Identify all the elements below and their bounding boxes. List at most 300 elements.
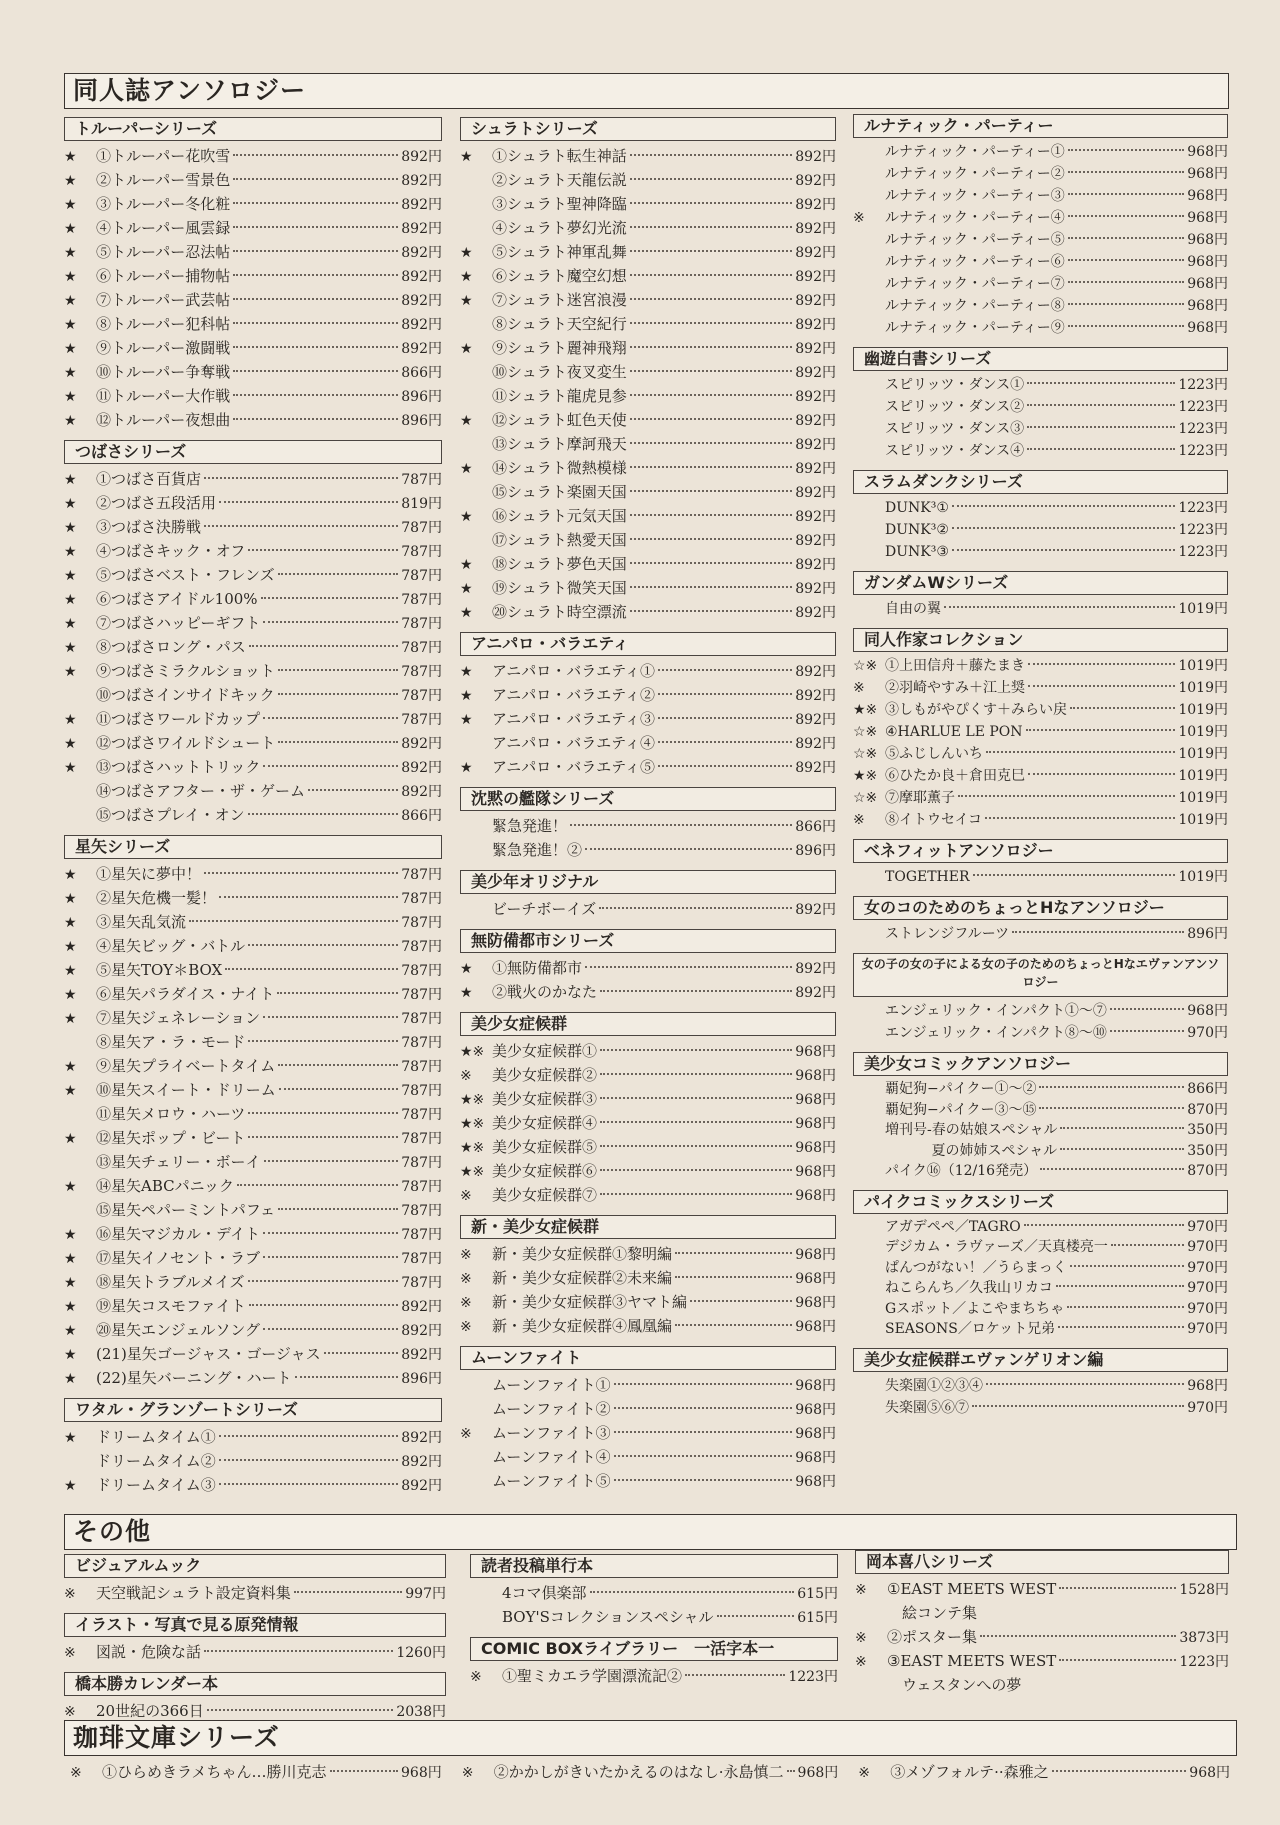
- catalog-item: [853, 809, 1228, 831]
- dot-leader: [1027, 404, 1175, 406]
- dot-leader: [1067, 1306, 1184, 1308]
- item-price: 787円: [401, 1107, 442, 1123]
- series-section: [853, 114, 1228, 339]
- dot-leader: [952, 549, 1175, 551]
- catalog-item: [460, 897, 836, 921]
- item-marker: ※: [460, 1319, 472, 1335]
- catalog-item: [470, 1581, 838, 1605]
- item-title: ⑱シュラト夢色天国: [492, 555, 627, 573]
- item-price: 1223円: [1178, 544, 1228, 560]
- item-price: 1019円: [1178, 812, 1228, 828]
- item-price: 968円: [795, 1140, 836, 1156]
- item-marker: ★: [64, 568, 77, 584]
- series-header: イラスト・写真で見る原発情報: [64, 1613, 446, 1637]
- catalog-item: [64, 1270, 442, 1294]
- item-price: 968円: [797, 1765, 839, 1781]
- item-marker: ★: [64, 520, 77, 536]
- item-price: 892円: [795, 413, 836, 429]
- series-section: [853, 628, 1228, 831]
- item-price: 892円: [401, 1478, 442, 1494]
- item-title: DUNK³②: [885, 522, 949, 538]
- item-title: ⑩トルーパー争奪戦: [96, 363, 231, 381]
- item-title: (22)星矢バーニング・ハート: [96, 1369, 292, 1387]
- catalog-item: [460, 264, 836, 288]
- item-title: エンジェリック・インパクト⑧〜⑩: [885, 1025, 1107, 1041]
- dot-leader: [1068, 325, 1185, 327]
- series-header: ワタル・グランゾートシリーズ: [64, 1398, 442, 1422]
- item-price: 892円: [795, 269, 836, 285]
- item-marker: ★: [64, 197, 77, 213]
- item-title: ルナティック・パーティー⑧: [885, 298, 1065, 314]
- dot-leader: [1058, 1326, 1184, 1328]
- item-price: 1260円: [396, 1645, 446, 1661]
- catalog-item: [64, 1222, 442, 1246]
- dot-leader: [1060, 1148, 1184, 1150]
- catalog-item: [64, 683, 442, 707]
- catalog-item: [70, 1760, 442, 1784]
- item-marker: ★: [64, 293, 77, 309]
- catalog-item: [460, 1290, 836, 1314]
- dot-leader: [1068, 193, 1185, 195]
- series-header: 星矢シリーズ: [64, 835, 442, 859]
- item-title: ④HARLUE LE PON: [885, 724, 1023, 740]
- catalog-item: [64, 982, 442, 1006]
- catalog-item: [853, 374, 1228, 396]
- catalog-item: [855, 1649, 1229, 1673]
- catalog-item: [64, 144, 442, 168]
- item-price: 968円: [1187, 188, 1228, 204]
- item-title: ①ひらめきラメちゃん…勝川克志: [102, 1763, 327, 1781]
- dot-leader: [1068, 303, 1185, 305]
- item-title: ②星矢危機一髪！: [96, 889, 217, 907]
- dot-leader: [204, 1650, 393, 1652]
- catalog-item: [460, 1266, 836, 1290]
- dot-leader: [263, 1328, 398, 1330]
- dot-leader: [1068, 171, 1185, 173]
- item-price: 892円: [401, 736, 442, 752]
- series-header: つばさシリーズ: [64, 440, 442, 464]
- item-title: ルナティック・パーティー⑦: [885, 276, 1065, 292]
- item-title: ⑨星矢プライベートタイム: [96, 1057, 276, 1075]
- catalog-item: [853, 743, 1228, 765]
- item-price: 615円: [797, 1610, 838, 1626]
- dot-leader: [1068, 215, 1185, 217]
- item-marker: ★※: [460, 1140, 485, 1156]
- item-price: 787円: [401, 1035, 442, 1051]
- item-marker: ※: [855, 1654, 867, 1670]
- item-title: ②羽崎やすみ＋江上奨: [885, 680, 1025, 696]
- item-marker: ★: [460, 712, 473, 728]
- item-title: ①聖ミカエラ学園漂流記②: [502, 1667, 683, 1685]
- item-title: ⑪シュラト龍虎見参: [492, 387, 627, 405]
- item-title: ドリームタイム③: [96, 1476, 216, 1494]
- item-price: 968円: [795, 1044, 836, 1060]
- other-column-3: [855, 1550, 1229, 1705]
- item-marker: ★: [64, 867, 77, 883]
- item-price: 787円: [401, 592, 442, 608]
- dot-leader: [630, 178, 793, 180]
- item-price: 892円: [401, 1347, 442, 1363]
- series-section: [64, 1398, 442, 1497]
- item-marker: ★: [460, 245, 473, 261]
- item-price: 968円: [1187, 1003, 1228, 1019]
- catalog-item: [460, 192, 836, 216]
- item-marker: ★: [64, 1430, 77, 1446]
- item-marker: ★: [460, 557, 473, 573]
- dot-leader: [277, 992, 398, 994]
- dot-leader: [219, 501, 398, 503]
- item-price: 1223円: [1178, 522, 1228, 538]
- dot-leader: [1060, 1127, 1184, 1129]
- catalog-item: [853, 317, 1228, 339]
- series-header: 岡本喜八シリーズ: [855, 1550, 1229, 1574]
- item-price: 787円: [401, 712, 442, 728]
- item-marker: ★: [64, 1131, 77, 1147]
- item-marker: ★: [460, 985, 473, 1001]
- item-title: ⑥ひたか良＋倉田克巳: [885, 768, 1025, 784]
- item-title: ⑨トルーパー激闘戦: [96, 339, 231, 357]
- catalog-item: [64, 1294, 442, 1318]
- dot-leader: [1111, 1244, 1184, 1246]
- series-section: [855, 1550, 1229, 1697]
- item-price: 892円: [795, 293, 836, 309]
- dot-leader: [233, 178, 398, 180]
- catalog-item: [460, 600, 836, 624]
- dot-leader: [1068, 149, 1185, 151]
- item-title: ④星矢ビッグ・バトル: [96, 937, 246, 955]
- item-title: ⑲シュラト微笑天国: [492, 579, 627, 597]
- item-marker: ★: [64, 616, 77, 632]
- series-header: 美少女症候群エヴァンゲリオン編: [853, 1348, 1228, 1372]
- series-header: パイクコミックスシリーズ: [853, 1190, 1228, 1214]
- item-marker: ★: [64, 1179, 77, 1195]
- item-price: 1223円: [1178, 500, 1228, 516]
- dot-leader: [248, 1112, 398, 1114]
- item-title: ①シュラト転生神話: [492, 147, 627, 165]
- dot-leader: [630, 586, 793, 588]
- dot-leader: [219, 896, 398, 898]
- dot-leader: [1027, 382, 1175, 384]
- item-title: ⑮シュラト楽園天国: [492, 483, 627, 501]
- catalog-item: [64, 1318, 442, 1342]
- item-title: 覇妃狗−パイクー①〜②: [885, 1081, 1037, 1097]
- item-price: 968円: [795, 1450, 836, 1466]
- series-section: [460, 870, 836, 921]
- series-header: 新・美少女症候群: [460, 1215, 836, 1239]
- item-price: 787円: [401, 640, 442, 656]
- item-title: ⑨つばさミラクルショット: [96, 662, 275, 680]
- catalog-item: [64, 408, 442, 432]
- dot-leader: [295, 1376, 399, 1378]
- catalog-item: [853, 1319, 1228, 1340]
- dot-leader: [658, 693, 792, 695]
- item-title: 美少女症候群①: [492, 1042, 598, 1060]
- item-title: ⑩星矢スイート・ドリーム: [96, 1081, 276, 1099]
- item-marker: ★: [64, 341, 77, 357]
- catalog-item: [460, 504, 836, 528]
- item-price: 787円: [401, 1155, 442, 1171]
- catalog-item: [460, 384, 836, 408]
- item-price: 787円: [401, 1179, 442, 1195]
- item-title: ルナティック・パーティー②: [885, 166, 1065, 182]
- item-title: ⑧シュラト天空紀行: [492, 315, 627, 333]
- item-marker: ★: [64, 472, 77, 488]
- section-header-doujin: 同人誌アンソロジー: [64, 73, 1229, 109]
- item-title: BOY'Sコレクションスペシャル: [502, 1608, 714, 1626]
- dot-leader: [630, 274, 793, 276]
- item-price: 350円: [1187, 1142, 1228, 1159]
- catalog-item: [853, 866, 1228, 888]
- series-header: ビジュアルムック: [64, 1554, 446, 1578]
- dot-leader: [1059, 1587, 1176, 1589]
- item-price: 968円: [1187, 254, 1228, 270]
- item-price: 787円: [401, 616, 442, 632]
- item-price: 968円: [1187, 298, 1228, 314]
- dot-leader: [600, 1121, 792, 1123]
- catalog-item: [64, 910, 442, 934]
- item-price: 892円: [795, 173, 836, 189]
- item-price: 892円: [795, 221, 836, 237]
- item-price: 787円: [401, 867, 442, 883]
- series-header: ガンダムWシリーズ: [853, 571, 1228, 595]
- item-marker: ※: [460, 1271, 472, 1287]
- catalog-item: [460, 1445, 836, 1469]
- item-price: 1223円: [1178, 399, 1228, 415]
- item-marker: ★: [460, 664, 473, 680]
- catalog-item: [460, 1469, 836, 1493]
- dot-leader: [263, 1232, 398, 1234]
- series-section: [460, 787, 836, 862]
- catalog-item: [853, 1141, 1228, 1162]
- item-marker: ★: [64, 760, 77, 776]
- item-title: ⑩つばさインサイドキック: [96, 686, 275, 704]
- item-marker: ※: [460, 1247, 472, 1263]
- item-title: ①トルーパー花吹雪: [96, 147, 231, 165]
- dot-leader: [1012, 931, 1184, 933]
- item-title: Gスポット／よこやまちちゃ: [885, 1300, 1065, 1317]
- dot-leader: [1026, 729, 1176, 731]
- item-marker: ★: [460, 149, 473, 165]
- catalog-item: [64, 1102, 442, 1126]
- item-title: 美少女症候群⑥: [492, 1162, 598, 1180]
- dot-leader: [233, 202, 398, 204]
- catalog-item: [460, 659, 836, 683]
- dot-leader: [248, 944, 398, 946]
- item-title: ルナティック・パーティー⑨: [885, 320, 1065, 336]
- dot-leader: [614, 1431, 793, 1433]
- item-marker: ★: [64, 1083, 77, 1099]
- catalog-item: [460, 360, 836, 384]
- item-marker: ★: [460, 269, 473, 285]
- item-marker: ★: [64, 736, 77, 752]
- series-section: [64, 117, 442, 432]
- catalog-item: [470, 1664, 838, 1688]
- catalog-item: [460, 707, 836, 731]
- coffee-series-row: [70, 1760, 1230, 1784]
- item-title: ④つばさキック・オフ: [96, 542, 246, 560]
- item-price: 1019円: [1178, 601, 1228, 617]
- item-title: 夏の姉姉スペシャル: [885, 1142, 1058, 1159]
- item-marker: ★: [460, 509, 473, 525]
- item-price: 787円: [401, 472, 442, 488]
- item-title: 絵コンテ集: [887, 1604, 978, 1622]
- item-marker: ※: [70, 1765, 82, 1781]
- item-price: 892円: [795, 389, 836, 405]
- dot-leader: [630, 154, 793, 156]
- dot-leader: [248, 813, 399, 815]
- catalog-item: [853, 1022, 1228, 1044]
- item-title: ルナティック・パーティー⑤: [885, 232, 1065, 248]
- catalog-item: [64, 1366, 442, 1390]
- catalog-item: [64, 958, 442, 982]
- catalog-item: [460, 838, 836, 862]
- dot-leader: [675, 1324, 792, 1326]
- item-marker: ★: [64, 1059, 77, 1075]
- dot-leader: [233, 418, 398, 420]
- catalog-item: [460, 755, 836, 779]
- item-price: 787円: [401, 520, 442, 536]
- dot-leader: [600, 1073, 792, 1075]
- item-price: 968円: [1187, 320, 1228, 336]
- dot-leader: [278, 1208, 398, 1210]
- item-marker: ※: [855, 1582, 867, 1598]
- dot-leader: [263, 621, 398, 623]
- item-price: 1223円: [788, 1669, 838, 1685]
- item-title: ③メゾフォルテ··森雅之: [890, 1763, 1049, 1781]
- item-price: 968円: [1187, 144, 1228, 160]
- series-header: 沈黙の艦隊シリーズ: [460, 787, 836, 811]
- dot-leader: [658, 717, 792, 719]
- dot-leader: [600, 1193, 792, 1195]
- item-price: 819円: [401, 496, 442, 512]
- item-price: 3873円: [1179, 1630, 1229, 1646]
- item-marker: ★※: [853, 702, 878, 718]
- catalog-item: [853, 765, 1228, 787]
- series-header: シュラトシリーズ: [460, 117, 836, 141]
- item-title: ①無防備都市: [492, 959, 583, 977]
- dot-leader: [590, 1591, 795, 1593]
- item-price: 968円: [795, 1295, 836, 1311]
- catalog-item: [64, 934, 442, 958]
- catalog-item: [460, 456, 836, 480]
- item-title: ③しもがやぴくす＋みらい戻: [885, 702, 1067, 718]
- series-section: [853, 953, 1228, 1044]
- item-title: ②かかしがきいたかえるのはなし·永島慎二: [493, 1763, 784, 1781]
- catalog-item: [853, 1375, 1228, 1397]
- series-section: [460, 929, 836, 1004]
- item-marker: ★: [64, 712, 77, 728]
- item-price: 866円: [795, 819, 836, 835]
- item-title: 美少女症候群③: [492, 1090, 598, 1108]
- item-title: 緊急発進！②: [492, 841, 583, 859]
- item-price: 787円: [401, 1275, 442, 1291]
- catalog-item: [853, 1100, 1228, 1121]
- catalog-item: [64, 467, 442, 491]
- dot-leader: [630, 442, 793, 444]
- item-title: ムーンファイト④: [492, 1448, 611, 1466]
- item-title: ⑫シュラト虹色天使: [492, 411, 627, 429]
- catalog-item: [460, 1087, 836, 1111]
- item-title: ⑧星矢ア・ラ・モード: [96, 1033, 246, 1051]
- dot-leader: [1027, 426, 1175, 428]
- catalog-item: [853, 1217, 1228, 1238]
- item-title: ⑳シュラト時空漂流: [492, 603, 627, 621]
- catalog-item: [64, 515, 442, 539]
- item-marker: ★: [64, 1371, 77, 1387]
- item-title: ムーンファイト⑤: [492, 1472, 611, 1490]
- item-price: 892円: [795, 760, 836, 776]
- item-price: 870円: [1187, 1101, 1228, 1118]
- series-section: [64, 440, 442, 827]
- catalog-item: [64, 1425, 442, 1449]
- item-title: ⑥シュラト魔空幻想: [492, 267, 627, 285]
- item-price: 968円: [1187, 232, 1228, 248]
- dot-leader: [585, 848, 792, 850]
- catalog-item: [460, 1242, 836, 1266]
- dot-leader: [248, 1040, 398, 1042]
- item-title: ウェスタンへの夢: [887, 1676, 1022, 1694]
- dot-leader: [1039, 1107, 1184, 1109]
- column-3: [853, 114, 1228, 1427]
- item-marker: ★: [64, 1251, 77, 1267]
- item-title: 新・美少女症候群①黎明編: [492, 1245, 673, 1263]
- dot-leader: [1039, 1086, 1184, 1088]
- dot-leader: [308, 789, 398, 791]
- series-section: [853, 347, 1228, 462]
- series-header: ベネフィットアンソロジー: [853, 839, 1228, 863]
- catalog-item: [64, 1449, 442, 1473]
- series-header: 読者投稿単行本: [470, 1554, 838, 1578]
- item-price: 892円: [401, 341, 442, 357]
- dot-leader: [630, 466, 793, 468]
- item-title: ⑬星矢チェリー・ボーイ: [96, 1153, 261, 1171]
- dot-leader: [630, 202, 793, 204]
- item-price: 892円: [795, 557, 836, 573]
- item-title: ルナティック・パーティー④: [885, 210, 1065, 226]
- item-title: ①つばさ百貨店: [96, 470, 202, 488]
- series-section: [470, 1637, 838, 1688]
- dot-leader: [630, 346, 793, 348]
- dot-leader: [658, 765, 792, 767]
- item-title: アガデペペ／TAGRO: [885, 1218, 1021, 1235]
- dot-leader: [630, 610, 793, 612]
- dot-leader: [675, 1252, 792, 1254]
- catalog-item: [460, 1063, 836, 1087]
- item-price: 896円: [1187, 926, 1228, 942]
- catalog-item: [64, 611, 442, 635]
- column-2: [460, 117, 836, 1501]
- dot-leader: [630, 418, 793, 420]
- catalog-item: [460, 1314, 836, 1338]
- dot-leader: [600, 1097, 792, 1099]
- dot-leader: [600, 990, 792, 992]
- catalog-item: [64, 539, 442, 563]
- item-price: 892円: [795, 317, 836, 333]
- item-price: 892円: [795, 365, 836, 381]
- item-marker: ★: [64, 221, 77, 237]
- item-price: 970円: [1187, 1280, 1228, 1296]
- dot-leader: [630, 322, 793, 324]
- item-title: ⑩シュラト夜叉変生: [492, 363, 627, 381]
- dot-leader: [237, 1184, 398, 1186]
- dot-leader: [263, 1016, 398, 1018]
- item-title: ビーチボーイズ: [492, 900, 597, 918]
- item-title: ⑬シュラト摩訶飛天: [492, 435, 627, 453]
- dot-leader: [233, 250, 398, 252]
- item-title: ④トルーパー風雲録: [96, 219, 231, 237]
- item-title: ルナティック・パーティー③: [885, 188, 1065, 204]
- item-price: 2038円: [396, 1704, 446, 1720]
